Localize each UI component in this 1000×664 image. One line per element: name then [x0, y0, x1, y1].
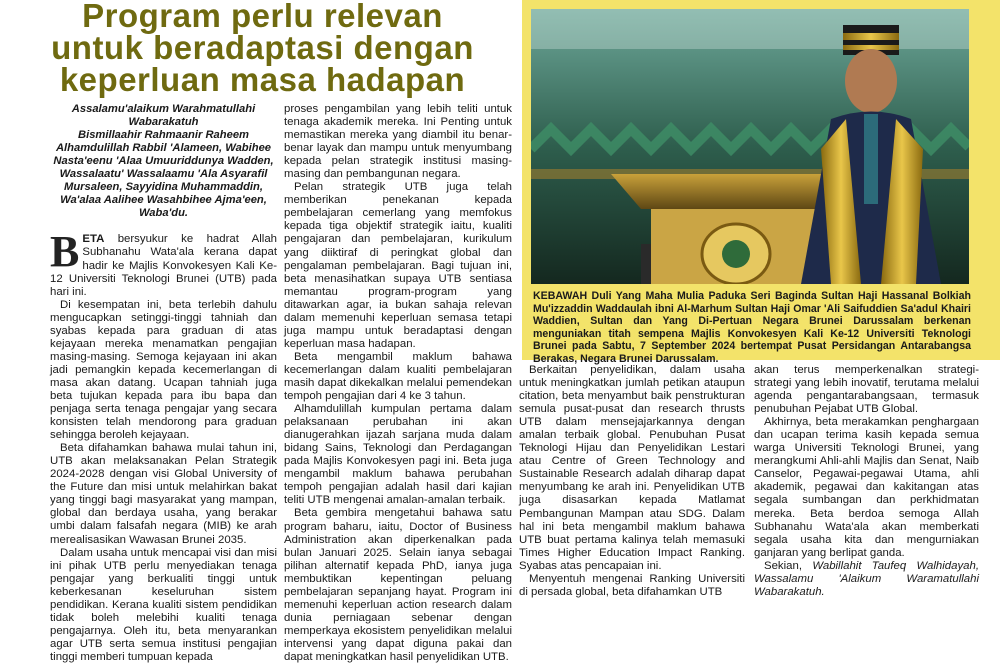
greeting-line: Wa'alaa Aalihee Wasahbihee Ajma'een,: [60, 194, 267, 207]
greeting-line: Alhamdulillah Rabbil 'Alameen, Wabihee: [55, 142, 272, 155]
article-column-3: [519, 364, 745, 599]
headline: [0, 0, 525, 96]
body-paragraph: Beta gembira mengetahui bahawa satu program baharu, iaitu, Doctor of Business Administration akan diperkenalkan pada bulan Januari 2025. Selain ianya sebagai pilihan alternatif kepada PhD, ianya juga membuktikan kepentingan peluang pembelajaran sepanjang hayat. Program ini memenuhi keperluan action research dalam dunia perniagaan sebenar dengan memperkaya ekosistem penyelidikan melalui intervensi yang dapat diguna pakai dan dapat meningkatkan hasil penyelidikan UTB.: [284, 507, 512, 663]
opening-lead: ETA: [82, 233, 105, 246]
photo-caption: KEBAWAH Duli Yang Maha Mulia Paduka Seri Baginda Sultan Haji Hassanal Bolkiah Mu'izzaddin Waddaulah ibni Al-Marhum Sultan Haji Omar 'Ali Saifuddien Sa'adul Khairi Waddien, Sultan dan Yang Di-Pertuan Negara Brunei Darussalam berkenan menguniakan titah sempena Majlis Konvokesyen Kali Ke-12 Universiti Teknologi Brunei pada Sabtu, 7 September 2024 bertempat Pusat Persidangan Antarabangsa Berakas, Negara Brunei Darussalam.: [533, 290, 971, 365]
body-paragraph: proses pengambilan yang lebih teliti untuk tenaga akademik mereka. Ini Penting untuk memastikan mereka yang diambil itu benar-benar layak dan mampu untuk menyumbang kepada pelan strategik institusi masing-masing dan pembangunan negara.: [284, 103, 512, 181]
greeting-line: Mursaleen, Sayyidina Muhammaddin,: [64, 181, 263, 194]
drop-cap: B: [50, 227, 80, 277]
article-column-4: [754, 364, 979, 599]
body-paragraph: Dalam usaha untuk mencapai visi dan misi ini pihak UTB perlu menyediakan tenaga pengajar yang berkualiti tinggi untuk keberkesanan keseluruhan sistem pendidikan. Kerana kualiti sistem pendidikan tidak boleh melebihi kualiti tenaga pengajarnya. Oleh itu, beta menyarankan agar UTB serta semua institusi pengajian tinggi memberi tumpuan kepada: [50, 546, 277, 663]
headline-line-3: keperluan masa hadapan: [59, 61, 466, 98]
closing-salutation: Wabillahit Taufeq Walhidayah, Wassalamu 'Alaikum Waramatullahi Wabarakatuh.: [754, 559, 979, 598]
body-paragraph: Di kesempatan ini, beta terlebih dahulu mengucapkan setinggi-tinggi tahniah dan syabas kepada para graduan di atas kejayaan mereka menamatkan pengajian masing-masing. Semoga kejayaan ini akan jadi pemangkin kepada kecemerlangan di masa akan datang. Ucapan tahniah juga beta tujukan kepada para ibu bapa dan penjaga serta tenaga pengajar yang secara konsisten telah mendorong para graduan sehingga beroleh kejayaan.: [50, 298, 277, 442]
headline-line-2: untuk beradaptasi dengan: [51, 29, 474, 66]
article-column-1: [50, 103, 277, 664]
photo-illustration: [531, 9, 969, 284]
body-paragraph: akan terus memperkenalkan strategi-strategi yang lebih inovatif, terutama melalui agenda pengantarabangsaan, termasuk penubuhan Pejabat UTB Global.: [754, 364, 979, 416]
body-paragraph: [519, 364, 745, 573]
body-paragraph: Beta difahamkan bahawa mulai tahun ini, UTB akan melaksanakan Pelan Strategik 2024-2028 dengan visi Global University of the Future dan misi untuk melahirkan bakat yang tinggi bagi masyarakat yang mampan, global dan berdaya usaha, yang berakar umbi dalam falsafah negara (MIB) ke arah merealisasikan Wawasan Brunei 2035.: [50, 442, 277, 546]
closing-paragraph: [754, 560, 979, 599]
sultan-photo: [531, 9, 969, 284]
greeting-line: Bismillaahir Rahmaanir Raheem: [78, 129, 249, 142]
greeting-line: Waba'du.: [138, 207, 189, 220]
body-paragraph: Alhamdulillah kumpulan pertama dalam pelaksanaan perubahan ini akan dianugerahkan ijazah sarjana muda dalam bidang Sains, Teknologi dan Perdagangan pada Majlis Konvokesyen pagi ini. Beta juga mengambil maklum bahawa perubahan tempoh pengajian adalah hasil dari kajian teliti UTB mengenai amalan-amalan terbaik.: [284, 403, 512, 507]
body-paragraph: Pelan strategik UTB juga telah memberikan penekanan kepada pembelajaran cemerlang yang memfokus kepada tiga objektif strategik iaitu, kualiti pengajaran dan pembelajaran, kurikulum yang diiktiraf di peringkat global dan pengalaman pembelajaran. Bagi tujuan ini, beta menasihatkan supaya UTB sentiasa memantau program-program yang ditawarkan agar, ia bukan sahaja relevan dalam memenuhi keperluan semasa tetapi juga mampu untuk beradaptasi dengan keperluan masa hadapan.: [284, 181, 512, 350]
greeting-block: [50, 103, 277, 220]
closing-lead: Sekian,: [764, 559, 813, 572]
body-paragraph: Menyentuh mengenai Ranking Universiti di persada global, beta difahamkan UTB: [519, 572, 745, 598]
greeting-line: Nasta'eenu 'Alaa Umuuriddunya Wadden,: [53, 155, 274, 168]
body-paragraph: Beta mengambil maklum bahawa kecemerlangan dalam kualiti pembelajaran masih dapat dikekalkan melalui pemendekan tempoh pengajian dari 4 ke 3 tahun.: [284, 350, 512, 403]
research-paragraph: Berkaitan penyelidikan, dalam usaha untuk meningkatkan jumlah petikan ataupun citation, beta menyambut baik penstrukturan semula pusat-pusat dan research thrusts UTB dalam mensejajarkannya dengan amalan terbaik global. Penubuhan Pusat Teknologi Hijau dan Penyelidikan Lestari atau Centre of Green Technology and Sustainable Research adalah diharap dapat menyumbang ke arah ini. Penyelidikan UTB juga disasarkan kepada Matlamat Pembangunan Mampan atau SDG. Dalam hal ini beta mengambil maklum bahawa UTB buat pertama kalinya telah memasuki Times Higher Education Impact Ranking. Syabas atas pencapaian ini.: [519, 364, 745, 572]
opening-text: bersyukur ke hadrat Allah Subhanahu Wata'ala kerana dapat hadir ke Majlis Konvokesyen Kali Ke-12 Universiti Teknologi Brunei (UTB) pada hari ini.: [50, 233, 277, 298]
headline-line-1: Program perlu relevan: [82, 0, 443, 34]
body-paragraph: Akhirnya, beta merakamkan penghargaan dan ucapan terima kasih kepada semua warga Universiti Teknologi Brunei, yang merangkumi Ahli-ahli Majlis dan Senat, Naib Canselor, Pegawai-pegawai Utama, ahli akademik, pegawai dan kakitangan atas segala sumbangan dan perkhidmatan mereka. Beta berdoa semoga Allah Subhanahu Wata'ala akan memberkati segala usaha kita dan mengurniakan ganjaran yang berlipat ganda.: [754, 416, 979, 559]
greeting-line: Wassalaatu' Wassalaamu 'Ala Asyarafil: [59, 168, 268, 181]
opening-paragraph: [50, 227, 277, 298]
greeting-line: Assalamu'alaikum Warahmatullahi: [71, 103, 256, 115]
article-column-2: [284, 103, 512, 664]
greeting-line: Wabarakatuh: [128, 116, 199, 129]
